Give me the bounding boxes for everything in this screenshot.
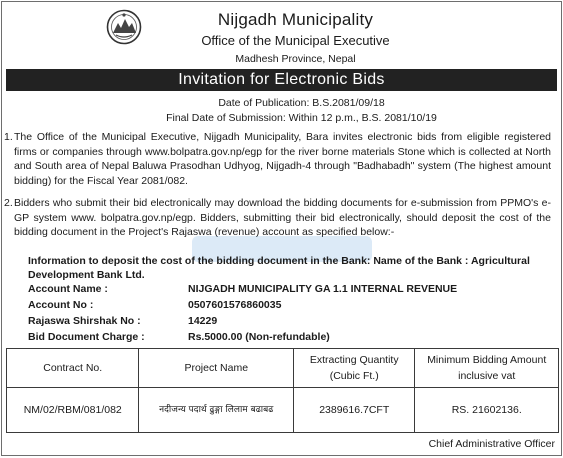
contract-no-cell: NM/02/RBM/081/082 — [7, 388, 139, 433]
submission-deadline: Final Date of Submission: Within 12 p.m., B.S. 2081/10/19 — [166, 112, 437, 124]
office-location: Madhesh Province, Nepal — [235, 53, 356, 65]
paragraph-2 — [4, 196, 551, 240]
project-name-cell: नदीजन्य पदार्थ ढुङ्गा लिलाम बढाबढ — [139, 388, 294, 433]
column-header-project-name: Project Name — [139, 349, 294, 388]
bid-notice — [1, 1, 562, 456]
account-number-label: Account No : — [28, 299, 94, 311]
column-header-contract-no: Contract No. — [7, 349, 139, 388]
signature: Chief Administrative Officer — [428, 438, 555, 450]
contract-table — [6, 348, 559, 433]
account-name-label: Account Name : — [28, 283, 108, 295]
org-name: Nijgadh Municipality — [217, 10, 374, 29]
paragraph-1 — [4, 130, 551, 188]
paragraph-number: 2. — [4, 197, 13, 209]
deposit-info-title: Information to deposit the cost of the bidding document in the Bank: Name of the Bank : Agricultural Development Bank Ltd. — [28, 255, 530, 281]
table-row — [7, 388, 559, 433]
notice-title: Invitation for Electronic Bids — [6, 69, 557, 91]
paragraph-number: 1. — [4, 131, 13, 143]
bid-charge-value: Rs.5000.00 (Non-refundable) — [188, 331, 330, 343]
column-header-min-bid: Minimum Bidding Amount inclusive vat — [415, 349, 559, 388]
quantity-cell: 2389616.7CFT — [294, 388, 415, 433]
min-bid-cell: RS. 21602136. — [415, 388, 559, 433]
rajaswa-value: 14229 — [188, 315, 218, 327]
paragraph-text: Bidders who submit their bid electronically may download the bidding documents for e-submission from PPMO's e-GP system www. bolpatra.gov.np/egp. Bidders, submitting their bid electronically, should deposit the cost of the bidding document in the Project's Rajaswa (revenue) account as specified below:- — [14, 197, 551, 239]
bid-charge-label: Bid Document Charge : — [28, 331, 145, 343]
account-number-value: 0507601576860035 — [188, 299, 282, 311]
column-header-quantity: Extracting Quantity (Cubic Ft.) — [294, 349, 415, 388]
rajaswa-label: Rajaswa Shirshak No : — [28, 315, 141, 327]
publication-date: Date of Publication: B.S.2081/09/18 — [218, 97, 385, 109]
paragraph-text: The Office of the Municipal Executive, Nijgadh Municipality, Bara invites electronic bids from eligible registered firms or companies through www.bolpatra.gov.np/egp for the river borne materials Stone which is collected at North and South area of Nepal Baluwa Prasodhan Udhyog, Nijgadh-4 through "Badhabadh" system (The highest amount bidding) for the Fiscal Year 2081/082. — [14, 131, 551, 187]
office-name: Office of the Municipal Executive — [201, 33, 390, 48]
table-header-row — [7, 349, 559, 388]
account-name-value: NIJGADH MUNICIPALITY GA 1.1 INTERNAL REVENUE — [188, 283, 458, 295]
